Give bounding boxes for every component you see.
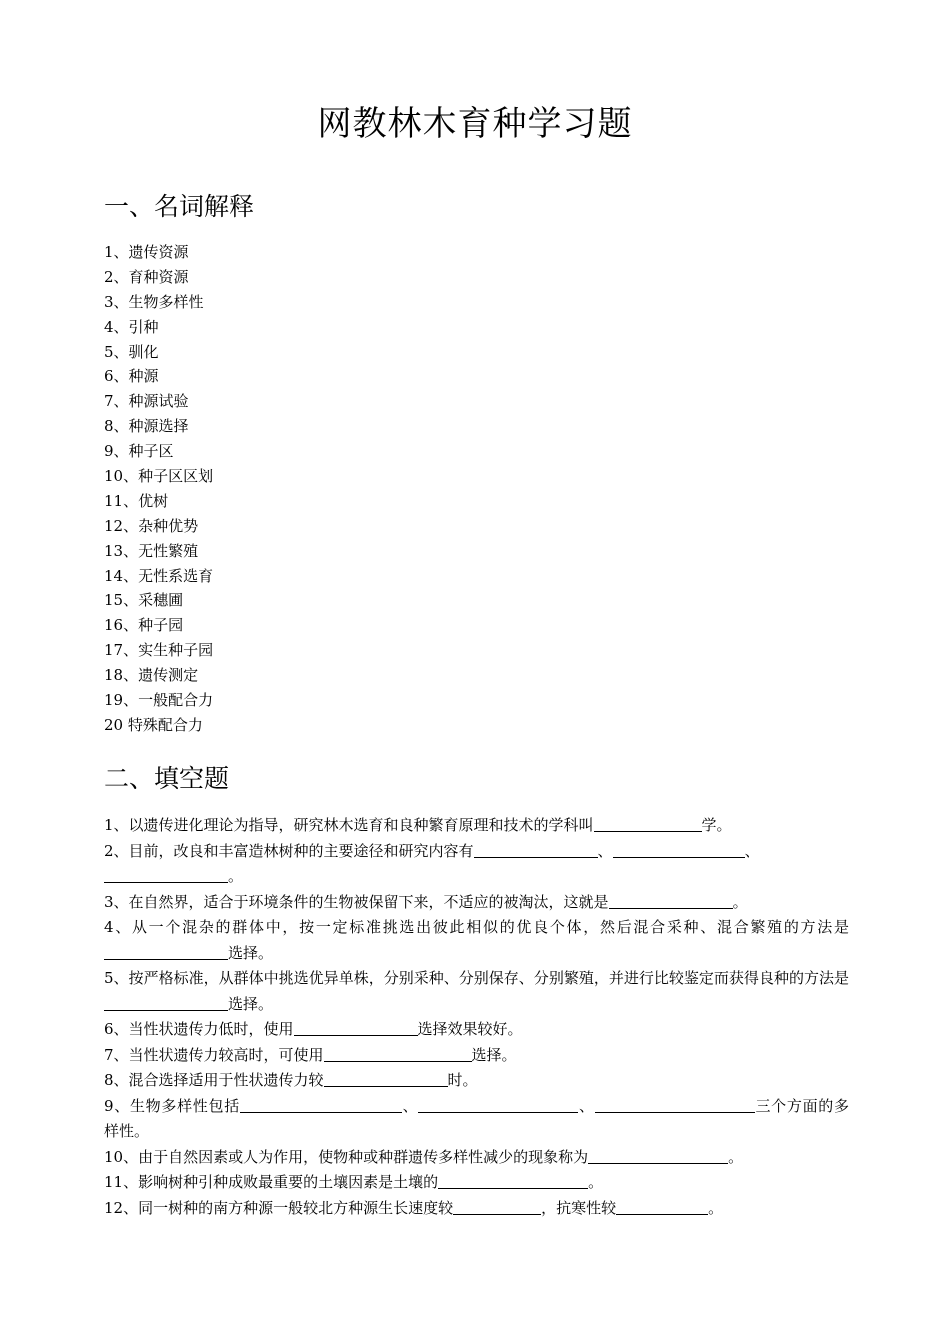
definition-term: 15、采穗圃 [104,591,184,610]
definition-term: 11、优树 [104,491,169,510]
question-text: 7、当性状遗传力较高时，可使用 [104,1045,324,1064]
fill-in-question-list [104,813,849,1221]
answer-blank[interactable] [474,840,598,858]
question-text: 2、目前，改良和丰富造林树种的主要途径和研究内容有 [104,841,474,860]
question-text: 时。 [447,1071,478,1089]
question-text: 。 [588,1173,604,1191]
definition-term-list [104,240,213,738]
answer-blank[interactable] [595,1095,755,1113]
section-heading-fill-in: 二、填空题 [104,764,230,793]
answer-blank[interactable] [240,1095,402,1113]
question-text: 。 [228,867,244,885]
definition-term: 18、遗传测定 [104,666,199,685]
question-10 [104,1145,849,1171]
answer-blank[interactable] [438,1171,588,1189]
definition-term: 14、无性系选育 [104,566,214,585]
question-text: 9、生物多样性包括 [104,1096,240,1115]
question-text: 11、影响树种引种成败最重要的土壤因素是土壤的 [104,1173,439,1191]
definition-term: 7、种源试验 [104,392,189,411]
question-4 [104,915,849,966]
question-text: 5、按严格标准，从群体中挑选优异单株，分别采种、分别保存、分别繁殖，并进行比较鉴定而获得良种的方法是 [104,969,849,987]
definition-term: 1、遗传资源 [104,243,189,261]
answer-blank[interactable] [616,1197,708,1215]
question-text: 选择。 [228,994,274,1013]
question-text: 选择。 [228,943,274,962]
definition-term: 6、种源 [104,367,159,386]
question-11 [104,1170,849,1196]
question-2 [104,839,849,890]
answer-blank[interactable] [418,1095,578,1113]
question-text: 、 [401,1096,419,1115]
question-text: 、 [597,841,613,860]
definition-term: 9、种子区 [104,442,174,461]
question-text: 选择效果较好。 [417,1020,523,1038]
definition-term: 3、生物多样性 [104,292,204,311]
definition-term: 16、种子园 [104,616,184,635]
answer-blank[interactable] [588,1146,728,1164]
answer-blank[interactable] [613,840,745,858]
question-text: 6、当性状遗传力低时，使用 [104,1020,294,1038]
question-text: 、 [744,841,760,860]
definition-term: 10、种子区区划 [104,467,214,486]
question-text: 。 [732,892,748,911]
question-text: 。 [708,1198,724,1217]
answer-blank[interactable] [104,865,228,883]
question-text: 3、在自然界，适合于环境条件的生物被保留下来，不适应的被淘汰，这就是 [104,892,609,911]
answer-blank[interactable] [324,1044,472,1062]
definition-term: 4、引种 [104,317,159,336]
definition-term: 12、杂种优势 [104,516,199,535]
definition-term: 19、一般配合力 [104,691,214,710]
answer-blank[interactable] [104,993,228,1011]
section-heading-definitions: 一、名词解释 [104,192,255,221]
answer-blank[interactable] [294,1018,418,1036]
question-text: 8、混合选择适用于性状遗传力较 [104,1071,324,1089]
question-8 [104,1068,849,1094]
definition-term: 20 特殊配合力 [104,715,203,734]
question-3 [104,890,849,916]
question-text: 。 [728,1147,744,1166]
question-text: 学。 [701,816,732,834]
question-text: 4、从一个混杂的群体中，按一定标准挑选出彼此相似的优良个体，然后混合采种、混合繁殖的方法是 [104,918,849,936]
question-text: 10、由于自然因素或人为作用，使物种或种群遗传多样性减少的现象称为 [104,1147,589,1166]
answer-blank[interactable] [453,1197,541,1215]
answer-blank[interactable] [324,1069,448,1087]
definition-term: 5、驯化 [104,342,159,361]
answer-blank[interactable] [104,942,228,960]
question-5 [104,966,849,1017]
question-text: 1、以遗传进化理论为指导，研究林木选育和良种繁育原理和技术的学科叫 [104,816,594,834]
definition-term: 13、无性繁殖 [104,541,199,560]
question-text: 三个方面的多样性。 [104,1096,849,1140]
question-6 [104,1017,849,1043]
question-text: ，抗寒性较 [541,1198,617,1217]
question-7 [104,1043,849,1069]
definition-term: 17、实生种子园 [104,641,214,660]
question-text: 选择。 [471,1045,517,1064]
answer-blank[interactable] [594,814,702,832]
question-text: 、 [578,1096,595,1115]
question-text: 12、同一树种的南方种源一般较北方种源生长速度较 [104,1198,454,1217]
question-12 [104,1196,849,1222]
answer-blank[interactable] [609,891,733,909]
question-9 [104,1094,849,1145]
definition-term: 2、育种资源 [104,267,189,286]
document-title: 网教林木育种学习题 [317,104,633,144]
definition-term: 8、种源选择 [104,417,189,436]
question-1 [104,813,849,839]
